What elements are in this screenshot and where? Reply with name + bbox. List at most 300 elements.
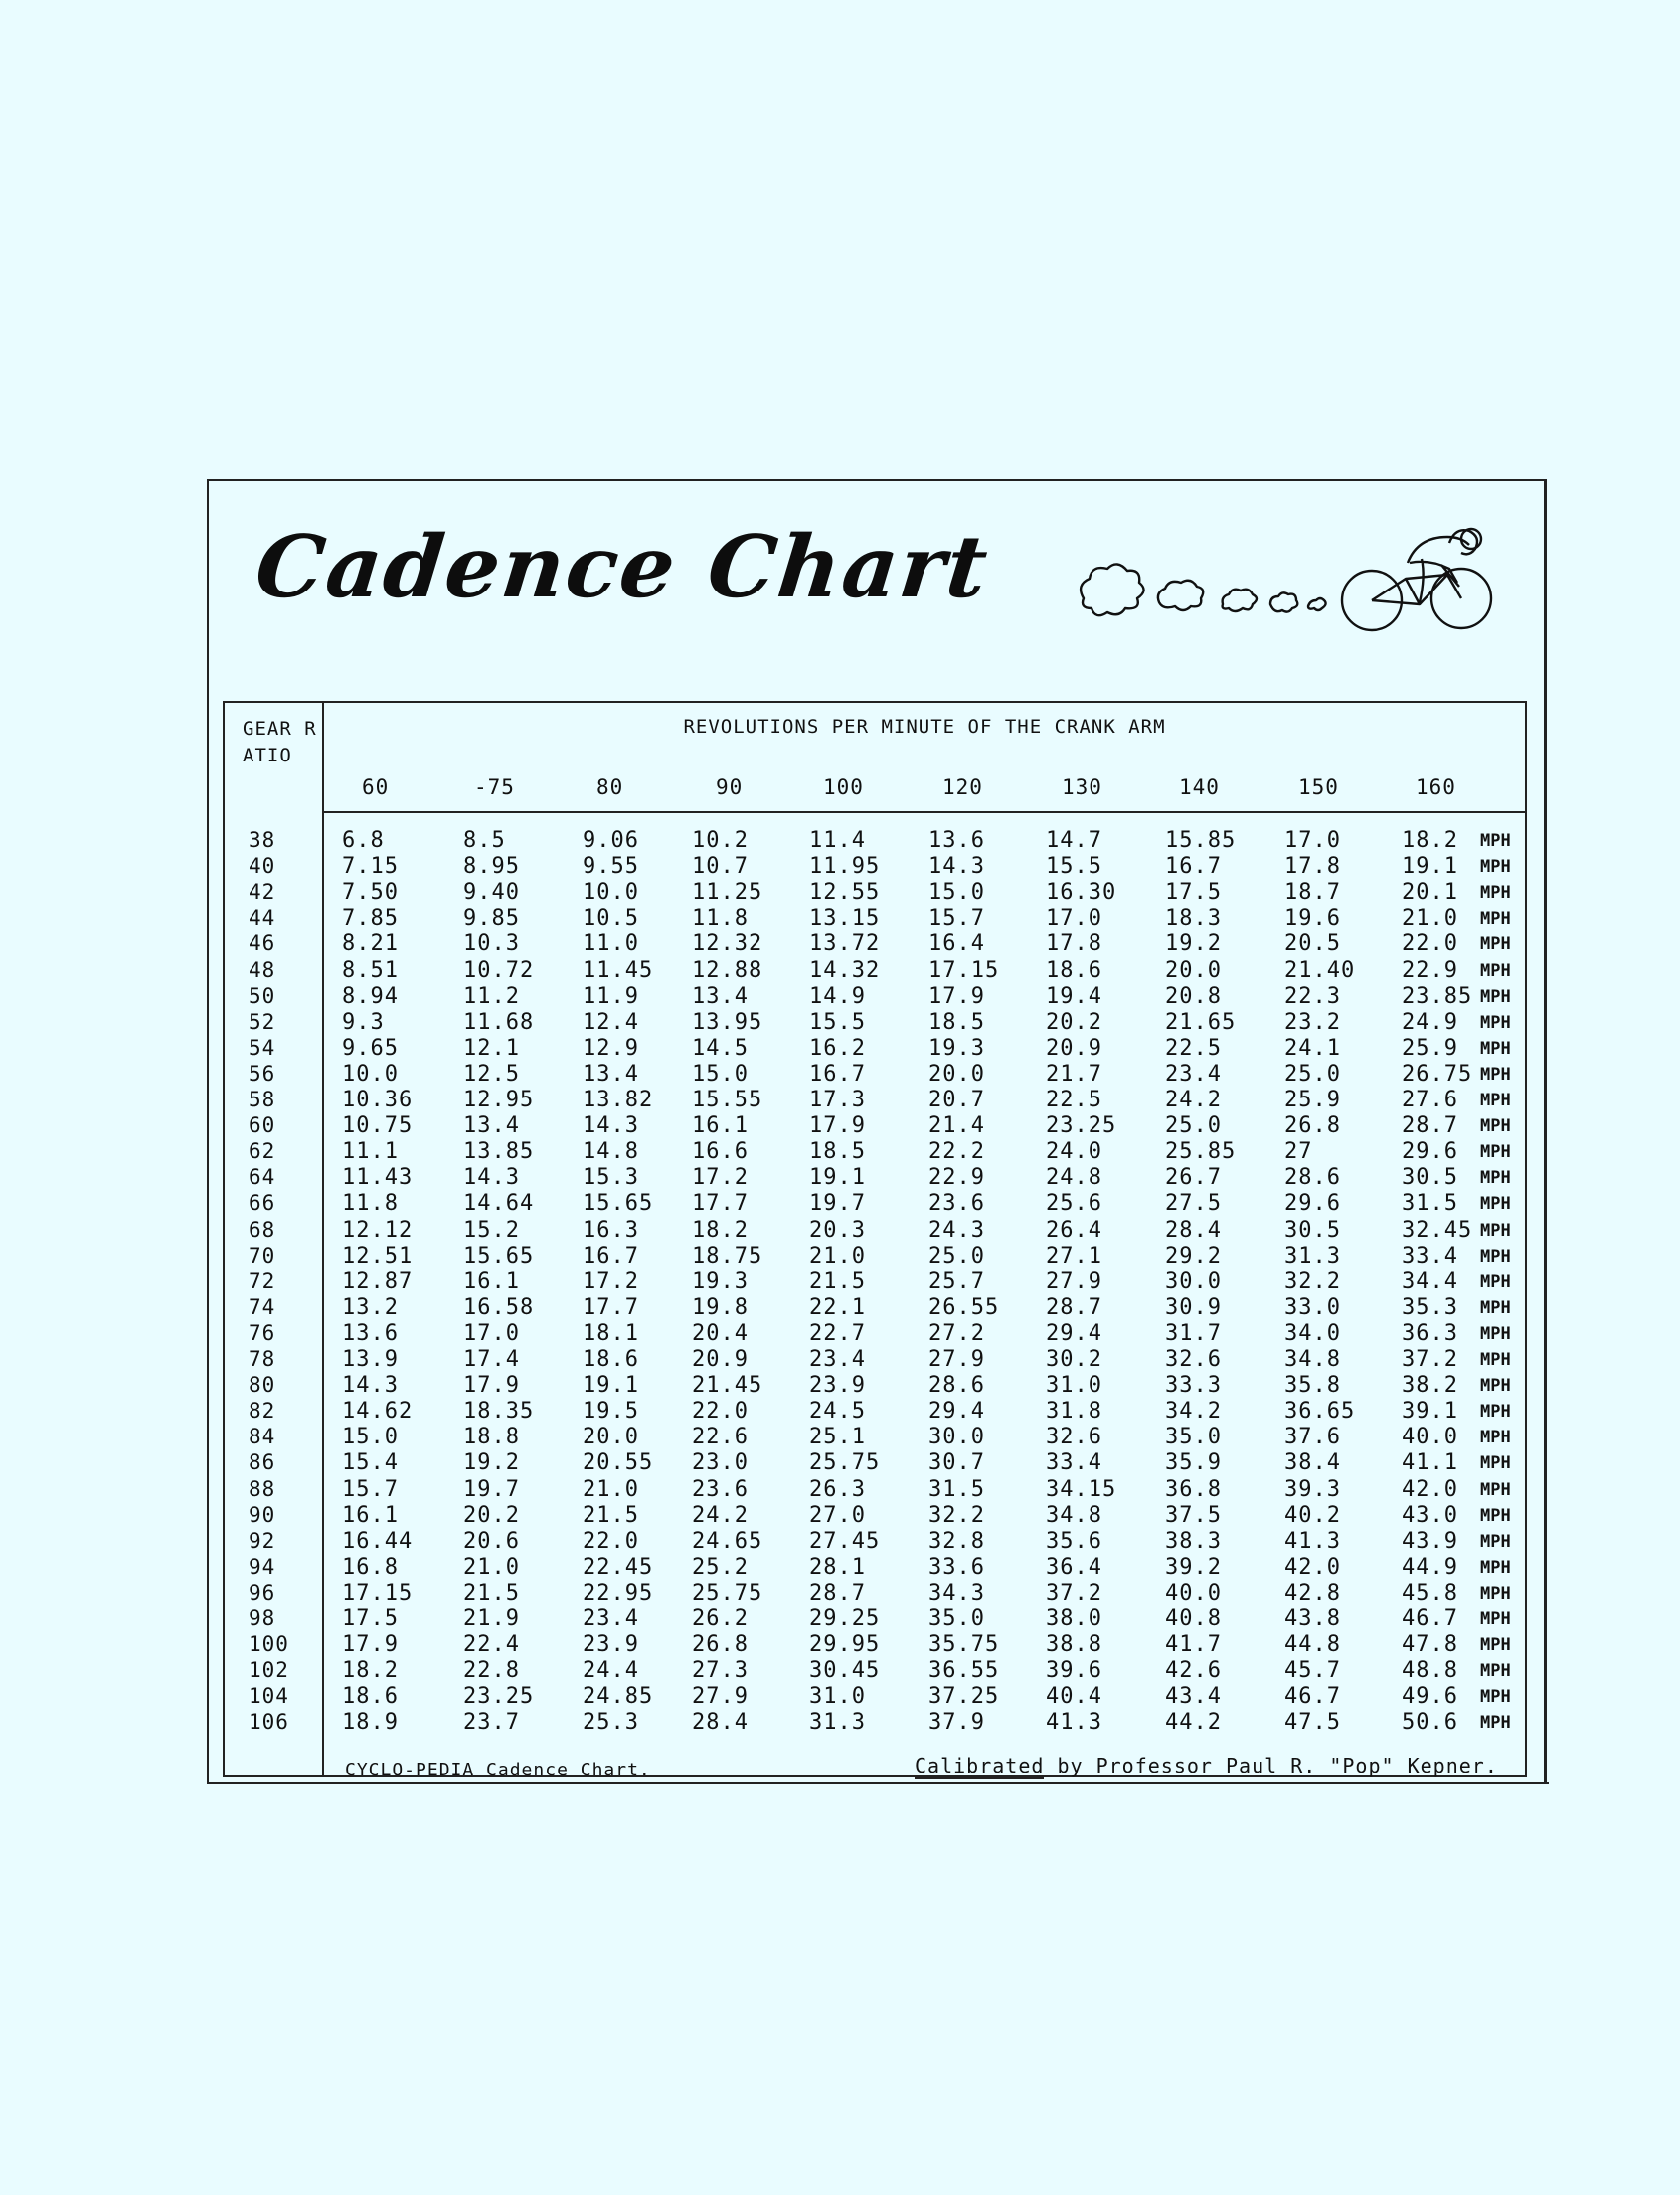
speed-cell: 23.4 xyxy=(583,1606,639,1631)
speed-cell: 21.40 xyxy=(1284,957,1356,983)
speed-cell: 28.6 xyxy=(928,1373,985,1399)
speed-cell: 19.1 xyxy=(583,1373,639,1399)
speed-cell: 48.8 xyxy=(1402,1658,1458,1684)
speed-cell: 17.9 xyxy=(463,1373,520,1399)
speed-cell: 19.3 xyxy=(692,1268,749,1294)
dust-cloud-icon xyxy=(1308,598,1326,610)
speed-cell: 21.0 xyxy=(809,1243,866,1268)
speed-cell: 18.2 xyxy=(1402,828,1458,853)
gear-ratio-cell: 76 xyxy=(249,1320,276,1345)
speed-cell: 25.3 xyxy=(583,1710,639,1736)
speed-cell: 44.2 xyxy=(1165,1710,1222,1736)
speed-cell: 34.0 xyxy=(1284,1320,1341,1346)
gear-ratio-cell: 90 xyxy=(249,1502,276,1527)
speed-cell: 28.7 xyxy=(1402,1113,1458,1139)
speed-cell: 24.3 xyxy=(928,1217,985,1243)
speed-cell: 8.5 xyxy=(463,828,506,853)
speed-cell: 15.55 xyxy=(692,1088,763,1112)
table-column-divider xyxy=(322,701,324,1777)
speed-cell: 17.5 xyxy=(1165,880,1222,906)
mph-unit-label: MPH xyxy=(1480,1323,1511,1344)
footer-calibrated: Calibrated xyxy=(915,1754,1045,1777)
speed-cell: 17.3 xyxy=(809,1088,866,1112)
speed-cell: 38.4 xyxy=(1284,1450,1341,1476)
mph-unit-label: MPH xyxy=(1480,1350,1511,1370)
footer-author: by Professor Paul R. "Pop" Kepner. xyxy=(1057,1754,1498,1777)
speed-cell: 13.85 xyxy=(463,1139,535,1165)
speed-cell: 40.2 xyxy=(1284,1502,1341,1528)
speed-cell: 19.8 xyxy=(692,1294,749,1320)
gear-ratio-cell: 68 xyxy=(249,1217,276,1242)
speed-cell: 14.3 xyxy=(583,1113,639,1139)
speed-cell: 22.5 xyxy=(1046,1088,1102,1112)
speed-cell: 7.85 xyxy=(342,906,399,931)
speed-cell: 13.15 xyxy=(809,906,881,931)
speed-cell: 37.25 xyxy=(928,1684,1000,1710)
speed-cell: 7.15 xyxy=(342,854,399,880)
speed-cell: 24.5 xyxy=(809,1399,866,1425)
speed-cell: 16.1 xyxy=(692,1113,749,1139)
speed-cell: 40.0 xyxy=(1165,1580,1222,1605)
speed-cell: 21.0 xyxy=(583,1476,639,1502)
speed-cell: 39.3 xyxy=(1284,1476,1341,1502)
speed-cell: 11.43 xyxy=(342,1165,414,1191)
mph-unit-label: MPH xyxy=(1480,1505,1511,1526)
speed-cell: 24.1 xyxy=(1284,1035,1341,1061)
speed-cell: 41.7 xyxy=(1165,1632,1222,1658)
speed-cell: 31.0 xyxy=(1046,1373,1102,1399)
speed-cell: 32.6 xyxy=(1046,1425,1102,1450)
mph-unit-label: MPH xyxy=(1480,857,1511,878)
mph-unit-label: MPH xyxy=(1480,1116,1511,1137)
speed-cell: 22.3 xyxy=(1284,983,1341,1009)
speed-cell: 29.6 xyxy=(1284,1191,1341,1217)
speed-cell: 50.6 xyxy=(1402,1710,1458,1736)
speed-cell: 24.2 xyxy=(1165,1088,1222,1112)
speed-cell: 19.2 xyxy=(463,1450,520,1476)
speed-cell: 18.35 xyxy=(463,1399,535,1425)
speed-cell: 27.9 xyxy=(692,1684,749,1710)
speed-cell: 14.3 xyxy=(463,1165,520,1191)
gear-ratio-cell: 66 xyxy=(249,1191,276,1216)
speed-cell: 29.4 xyxy=(928,1399,985,1425)
gear-ratio-cell: 42 xyxy=(249,880,276,905)
speed-cell: 15.5 xyxy=(1046,854,1102,880)
speed-cell: 31.7 xyxy=(1165,1320,1222,1346)
speed-cell: 19.2 xyxy=(1165,931,1222,957)
speed-cell: 12.32 xyxy=(692,931,763,957)
speed-cell: 27.45 xyxy=(809,1528,881,1554)
speed-cell: 27.2 xyxy=(928,1320,985,1346)
mph-unit-label: MPH xyxy=(1480,831,1511,851)
speed-cell: 17.4 xyxy=(463,1347,520,1372)
speed-cell: 14.64 xyxy=(463,1191,535,1217)
page-title: Cadence Chart xyxy=(251,517,994,617)
speed-cell: 15.0 xyxy=(342,1425,399,1450)
speed-cell: 34.3 xyxy=(928,1580,985,1605)
speed-cell: 45.7 xyxy=(1284,1658,1341,1684)
mph-unit-label: MPH xyxy=(1480,1012,1511,1033)
gear-ratio-cell: 84 xyxy=(249,1425,276,1449)
gear-ratio-cell: 88 xyxy=(249,1476,276,1501)
speed-cell: 27.0 xyxy=(809,1502,866,1528)
speed-cell: 34.4 xyxy=(1402,1268,1458,1294)
speed-cell: 13.72 xyxy=(809,931,881,957)
speed-cell: 35.0 xyxy=(928,1606,985,1631)
speed-cell: 46.7 xyxy=(1402,1606,1458,1631)
speed-cell: 25.2 xyxy=(692,1554,749,1580)
speed-cell: 22.45 xyxy=(583,1554,654,1580)
speed-cell: 38.3 xyxy=(1165,1528,1222,1554)
speed-cell: 22.0 xyxy=(583,1528,639,1554)
rpm-column-label: 90 xyxy=(716,775,744,799)
speed-cell: 18.2 xyxy=(342,1658,399,1684)
speed-cell: 22.0 xyxy=(1402,931,1458,957)
speed-cell: 12.55 xyxy=(809,880,881,906)
speed-cell: 37.9 xyxy=(928,1710,985,1736)
gear-ratio-cell: 74 xyxy=(249,1294,276,1319)
speed-cell: 39.6 xyxy=(1046,1658,1102,1684)
speed-cell: 42.0 xyxy=(1284,1554,1341,1580)
speed-cell: 11.68 xyxy=(463,1009,535,1035)
speed-cell: 22.9 xyxy=(928,1165,985,1191)
gear-ratio-cell: 70 xyxy=(249,1243,276,1267)
speed-cell: 35.0 xyxy=(1165,1425,1222,1450)
speed-cell: 28.7 xyxy=(1046,1294,1102,1320)
speed-cell: 8.95 xyxy=(463,854,520,880)
speed-cell: 11.8 xyxy=(342,1191,399,1217)
speed-cell: 12.51 xyxy=(342,1243,414,1268)
speed-cell: 9.85 xyxy=(463,906,520,931)
speed-cell: 15.7 xyxy=(928,906,985,931)
speed-cell: 19.7 xyxy=(809,1191,866,1217)
speed-cell: 25.75 xyxy=(809,1450,881,1476)
speed-cell: 27 xyxy=(1284,1139,1313,1165)
speed-cell: 11.8 xyxy=(692,906,749,931)
mph-unit-label: MPH xyxy=(1480,883,1511,904)
speed-cell: 47.5 xyxy=(1284,1710,1341,1736)
speed-cell: 18.6 xyxy=(583,1347,639,1372)
speed-cell: 20.5 xyxy=(1284,931,1341,957)
speed-cell: 12.12 xyxy=(342,1217,414,1243)
gear-ratio-cell: 104 xyxy=(249,1684,289,1709)
speed-cell: 11.2 xyxy=(463,983,520,1009)
speed-cell: 17.0 xyxy=(1284,828,1341,853)
gear-ratio-cell: 64 xyxy=(249,1165,276,1190)
dust-cloud-icon xyxy=(1081,564,1143,615)
speed-cell: 23.6 xyxy=(692,1476,749,1502)
speed-cell: 10.75 xyxy=(342,1113,414,1139)
speed-cell: 26.55 xyxy=(928,1294,1000,1320)
speed-cell: 44.8 xyxy=(1284,1632,1341,1658)
gear-ratio-cell: 78 xyxy=(249,1347,276,1371)
mph-unit-label: MPH xyxy=(1480,1038,1511,1059)
speed-cell: 25.7 xyxy=(928,1268,985,1294)
speed-cell: 30.0 xyxy=(928,1425,985,1450)
speed-cell: 40.4 xyxy=(1046,1684,1102,1710)
speed-cell: 10.2 xyxy=(692,828,749,853)
mph-unit-label: MPH xyxy=(1480,1453,1511,1474)
speed-cell: 27.3 xyxy=(692,1658,749,1684)
speed-cell: 23.9 xyxy=(809,1373,866,1399)
mph-unit-label: MPH xyxy=(1480,1402,1511,1423)
cyclist-illustration-icon xyxy=(1072,519,1509,636)
speed-cell: 23.25 xyxy=(1046,1113,1117,1139)
speed-cell: 20.0 xyxy=(583,1425,639,1450)
speed-cell: 34.8 xyxy=(1046,1502,1102,1528)
gear-ratio-cell: 54 xyxy=(249,1035,276,1060)
gear-ratio-cell: 50 xyxy=(249,983,276,1008)
speed-cell: 31.0 xyxy=(809,1684,866,1710)
speed-cell: 24.2 xyxy=(692,1502,749,1528)
speed-cell: 19.6 xyxy=(1284,906,1341,931)
speed-cell: 41.3 xyxy=(1046,1710,1102,1736)
speed-cell: 17.0 xyxy=(463,1320,520,1346)
speed-cell: 36.55 xyxy=(928,1658,1000,1684)
speed-cell: 34.15 xyxy=(1046,1476,1117,1502)
speed-cell: 7.50 xyxy=(342,880,399,906)
speed-cell: 19.4 xyxy=(1046,983,1102,1009)
speed-cell: 25.1 xyxy=(809,1425,866,1450)
speed-cell: 18.6 xyxy=(342,1684,399,1710)
speed-cell: 34.8 xyxy=(1284,1347,1341,1372)
speed-cell: 21.65 xyxy=(1165,1009,1237,1035)
speed-cell: 20.4 xyxy=(692,1320,749,1346)
speed-cell: 25.9 xyxy=(1284,1088,1341,1112)
speed-cell: 16.44 xyxy=(342,1528,414,1554)
speed-cell: 31.3 xyxy=(1284,1243,1341,1268)
speed-cell: 17.9 xyxy=(928,983,985,1009)
mph-unit-label: MPH xyxy=(1480,1194,1511,1215)
speed-cell: 17.0 xyxy=(1046,906,1102,931)
speed-cell: 41.3 xyxy=(1284,1528,1341,1554)
speed-cell: 43.0 xyxy=(1402,1502,1458,1528)
speed-cell: 38.0 xyxy=(1046,1606,1102,1631)
speed-cell: 43.8 xyxy=(1284,1606,1341,1631)
speed-cell: 12.5 xyxy=(463,1061,520,1087)
speed-cell: 37.2 xyxy=(1402,1347,1458,1372)
speed-cell: 13.6 xyxy=(342,1320,399,1346)
speed-cell: 22.9 xyxy=(1402,957,1458,983)
speed-cell: 20.7 xyxy=(928,1088,985,1112)
speed-cell: 30.2 xyxy=(1046,1347,1102,1372)
speed-cell: 33.4 xyxy=(1402,1243,1458,1268)
speed-cell: 21.5 xyxy=(809,1268,866,1294)
speed-cell: 13.6 xyxy=(928,828,985,853)
speed-cell: 20.6 xyxy=(463,1528,520,1554)
speed-cell: 20.55 xyxy=(583,1450,654,1476)
speed-cell: 24.9 xyxy=(1402,1009,1458,1035)
gear-ratio-cell: 56 xyxy=(249,1061,276,1086)
speed-cell: 28.4 xyxy=(692,1710,749,1736)
speed-cell: 12.87 xyxy=(342,1268,414,1294)
speed-cell: 22.1 xyxy=(809,1294,866,1320)
speed-cell: 15.0 xyxy=(928,880,985,906)
footer-credit xyxy=(915,1754,1498,1777)
speed-cell: 20.9 xyxy=(692,1347,749,1372)
speed-cell: 13.4 xyxy=(583,1061,639,1087)
speed-cell: 26.3 xyxy=(809,1476,866,1502)
table-header-divider xyxy=(322,811,1527,813)
gear-ratio-cell: 40 xyxy=(249,854,276,879)
gear-ratio-cell: 100 xyxy=(249,1632,289,1657)
mph-unit-label: MPH xyxy=(1480,1661,1511,1682)
speed-cell: 42.6 xyxy=(1165,1658,1222,1684)
speed-cell: 14.62 xyxy=(342,1399,414,1425)
speed-cell: 44.9 xyxy=(1402,1554,1458,1580)
speed-cell: 22.2 xyxy=(928,1139,985,1165)
speed-cell: 27.5 xyxy=(1165,1191,1222,1217)
speed-cell: 12.4 xyxy=(583,1009,639,1035)
speed-cell: 37.5 xyxy=(1165,1502,1222,1528)
speed-cell: 28.1 xyxy=(809,1554,866,1580)
speed-cell: 34.2 xyxy=(1165,1399,1222,1425)
speed-cell: 14.3 xyxy=(928,854,985,880)
speed-cell: 33.3 xyxy=(1165,1373,1222,1399)
mph-unit-label: MPH xyxy=(1480,1271,1511,1292)
rpm-column-label: 140 xyxy=(1179,775,1220,799)
speed-cell: 18.7 xyxy=(1284,880,1341,906)
speed-cell: 21.5 xyxy=(583,1502,639,1528)
speed-cell: 26.8 xyxy=(692,1632,749,1658)
speed-cell: 16.3 xyxy=(583,1217,639,1243)
speed-cell: 9.65 xyxy=(342,1035,399,1061)
speed-cell: 10.0 xyxy=(342,1061,399,1087)
speed-cell: 23.4 xyxy=(1165,1061,1222,1087)
mph-unit-label: MPH xyxy=(1480,909,1511,929)
speed-cell: 33.4 xyxy=(1046,1450,1102,1476)
speed-cell: 17.8 xyxy=(1046,931,1102,957)
speed-cell: 29.95 xyxy=(809,1632,881,1658)
mph-unit-label: MPH xyxy=(1480,1713,1511,1734)
speed-cell: 17.8 xyxy=(1284,854,1341,880)
speed-cell: 24.8 xyxy=(1046,1165,1102,1191)
gear-ratio-cell: 98 xyxy=(249,1606,276,1630)
speed-cell: 16.6 xyxy=(692,1139,749,1165)
speed-cell: 20.3 xyxy=(809,1217,866,1243)
dust-cloud-icon xyxy=(1158,581,1203,610)
speed-cell: 13.82 xyxy=(583,1088,654,1112)
speed-cell: 12.95 xyxy=(463,1088,535,1112)
speed-cell: 21.7 xyxy=(1046,1061,1102,1087)
speed-cell: 10.3 xyxy=(463,931,520,957)
speed-cell: 12.9 xyxy=(583,1035,639,1061)
mph-unit-label: MPH xyxy=(1480,1064,1511,1085)
speed-cell: 40.0 xyxy=(1402,1425,1458,1450)
mph-unit-label: MPH xyxy=(1480,1246,1511,1266)
speed-cell: 35.3 xyxy=(1402,1294,1458,1320)
speed-cell: 31.5 xyxy=(928,1476,985,1502)
speed-cell: 14.32 xyxy=(809,957,881,983)
speed-cell: 32.45 xyxy=(1402,1217,1473,1243)
speed-cell: 18.9 xyxy=(342,1710,399,1736)
speed-cell: 26.75 xyxy=(1402,1061,1473,1087)
speed-cell: 16.7 xyxy=(1165,854,1222,880)
speed-cell: 25.9 xyxy=(1402,1035,1458,1061)
speed-cell: 12.88 xyxy=(692,957,763,983)
speed-cell: 20.9 xyxy=(1046,1035,1102,1061)
speed-cell: 28.7 xyxy=(809,1580,866,1605)
speed-cell: 21.5 xyxy=(463,1580,520,1605)
speed-cell: 25.75 xyxy=(692,1580,763,1605)
speed-cell: 10.0 xyxy=(583,880,639,906)
speed-cell: 17.15 xyxy=(342,1580,414,1605)
mph-unit-label: MPH xyxy=(1480,1531,1511,1552)
speed-cell: 15.2 xyxy=(463,1217,520,1243)
speed-cell: 49.6 xyxy=(1402,1684,1458,1710)
speed-cell: 13.2 xyxy=(342,1294,399,1320)
mph-unit-label: MPH xyxy=(1480,1376,1511,1397)
speed-cell: 16.8 xyxy=(342,1554,399,1580)
speed-cell: 16.4 xyxy=(928,931,985,957)
mph-unit-label: MPH xyxy=(1480,1635,1511,1656)
rpm-column-label: -75 xyxy=(474,775,515,799)
mph-unit-label: MPH xyxy=(1480,1297,1511,1318)
speed-cell: 23.6 xyxy=(928,1191,985,1217)
speed-cell: 14.8 xyxy=(583,1139,639,1165)
gear-ratio-cell: 96 xyxy=(249,1580,276,1604)
speed-cell: 40.8 xyxy=(1165,1606,1222,1631)
mph-unit-label: MPH xyxy=(1480,960,1511,981)
speed-cell: 14.9 xyxy=(809,983,866,1009)
speed-cell: 16.30 xyxy=(1046,880,1117,906)
gear-ratio-header-text: GEAR RATIO xyxy=(243,718,317,766)
speed-cell: 19.5 xyxy=(583,1399,639,1425)
dust-cloud-icon xyxy=(1270,592,1297,611)
speed-cell: 26.2 xyxy=(692,1606,749,1631)
speed-cell: 15.0 xyxy=(692,1061,749,1087)
speed-cell: 18.6 xyxy=(1046,957,1102,983)
speed-cell: 17.7 xyxy=(583,1294,639,1320)
speed-cell: 13.4 xyxy=(692,983,749,1009)
speed-cell: 32.2 xyxy=(928,1502,985,1528)
speed-cell: 16.58 xyxy=(463,1294,535,1320)
speed-cell: 9.55 xyxy=(583,854,639,880)
speed-cell: 12.1 xyxy=(463,1035,520,1061)
speed-cell: 14.7 xyxy=(1046,828,1102,853)
speed-cell: 16.7 xyxy=(809,1061,866,1087)
speed-cell: 20.0 xyxy=(928,1061,985,1087)
dust-cloud-icon xyxy=(1223,590,1257,611)
footer-source: CYCLO-PEDIA Cadence Chart. xyxy=(345,1760,651,1780)
mph-unit-label: MPH xyxy=(1480,934,1511,955)
speed-cell: 30.5 xyxy=(1284,1217,1341,1243)
speed-cell: 13.95 xyxy=(692,1009,763,1035)
speed-cell: 29.4 xyxy=(1046,1320,1102,1346)
speed-cell: 27.9 xyxy=(928,1347,985,1372)
speed-cell: 23.4 xyxy=(809,1347,866,1372)
speed-cell: 35.9 xyxy=(1165,1450,1222,1476)
speed-cell: 17.2 xyxy=(692,1165,749,1191)
speed-cell: 22.4 xyxy=(463,1632,520,1658)
rpm-column-label: 120 xyxy=(942,775,983,799)
speed-cell: 17.9 xyxy=(809,1113,866,1139)
speed-cell: 21.0 xyxy=(463,1554,520,1580)
speed-cell: 36.65 xyxy=(1284,1399,1356,1425)
speed-cell: 22.95 xyxy=(583,1580,654,1605)
speed-cell: 22.7 xyxy=(809,1320,866,1346)
speed-cell: 9.06 xyxy=(583,828,639,853)
speed-cell: 33.6 xyxy=(928,1554,985,1580)
speed-cell: 18.3 xyxy=(1165,906,1222,931)
speed-cell: 23.7 xyxy=(463,1710,520,1736)
speed-cell: 9.40 xyxy=(463,880,520,906)
speed-cell: 24.65 xyxy=(692,1528,763,1554)
speed-cell: 42.8 xyxy=(1284,1580,1341,1605)
gear-ratio-cell: 48 xyxy=(249,957,276,982)
speed-cell: 30.45 xyxy=(809,1658,881,1684)
speed-cell: 11.1 xyxy=(342,1139,399,1165)
